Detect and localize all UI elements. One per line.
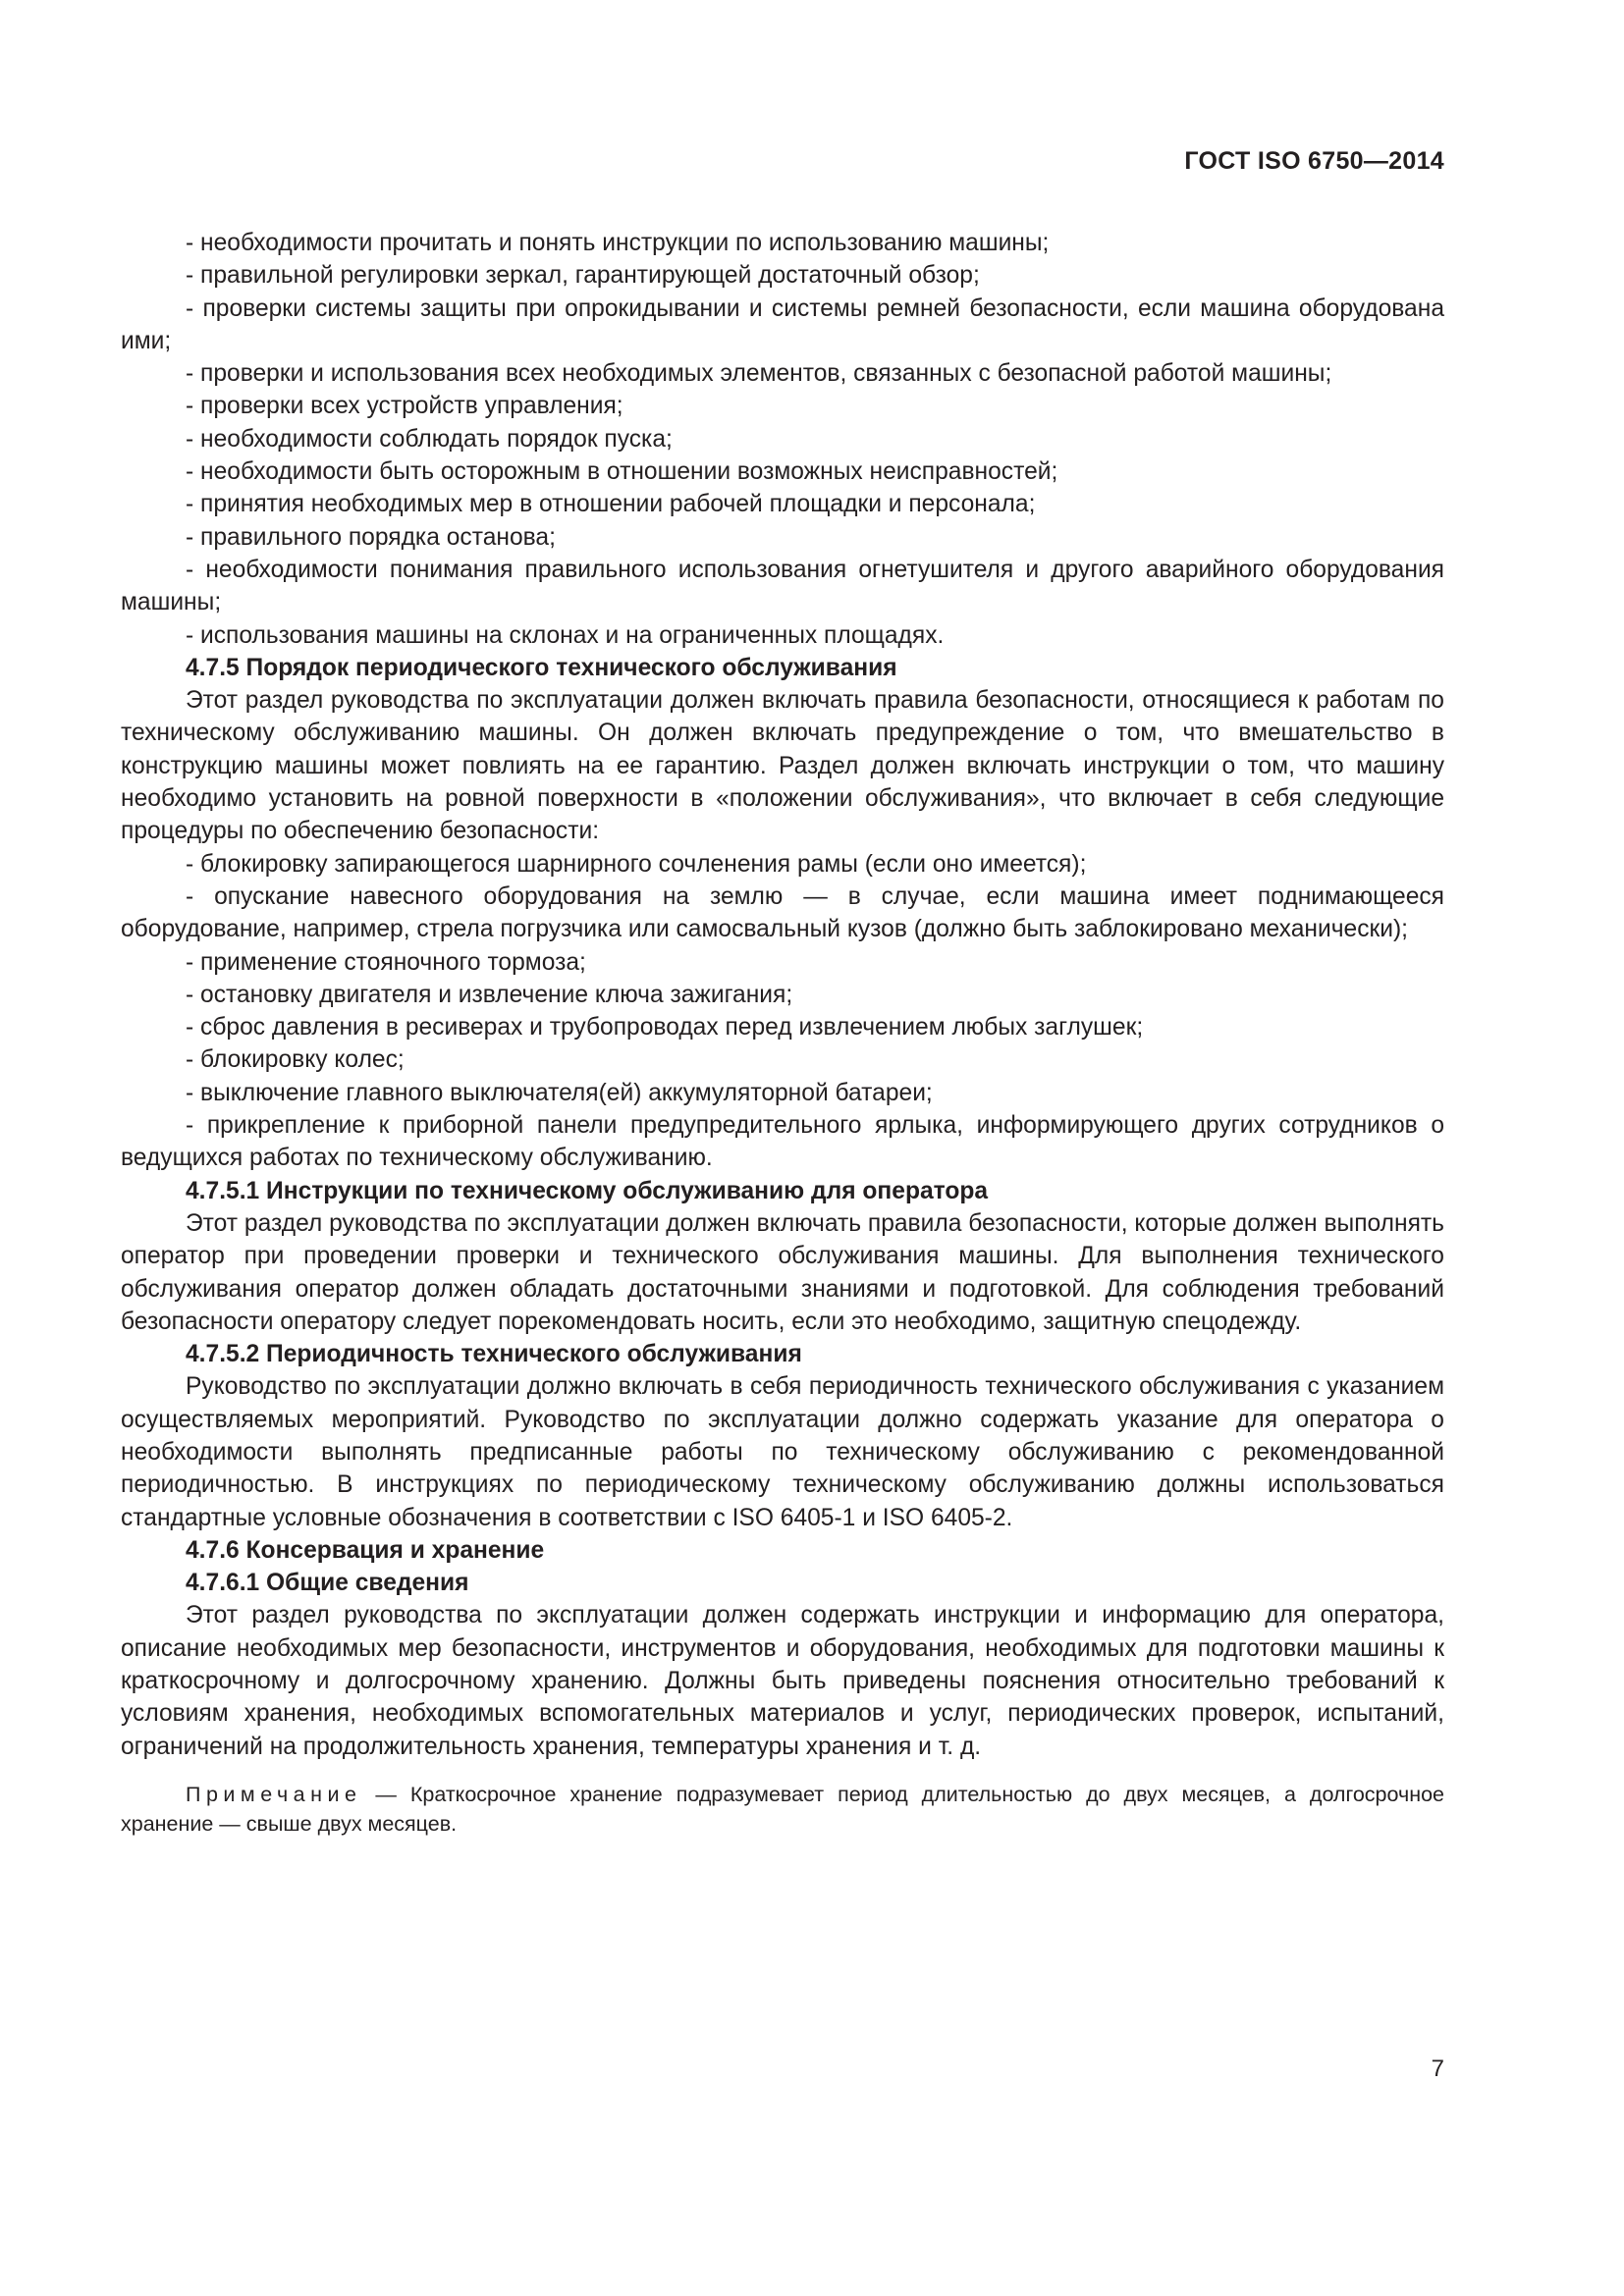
list-item: - необходимости соблюдать порядок пуска; — [186, 425, 673, 453]
list-item: - сброс давления в ресиверах и трубопроводах перед извлечением любых заглушек; — [186, 1014, 1144, 1041]
list-item: - блокировку запирающегося шарнирного сочленения рамы (если оно имеется); — [186, 850, 1087, 878]
section-heading-4-7-5: 4.7.5 Порядок периодического технического обслуживания — [186, 654, 897, 681]
page-body — [121, 227, 1444, 1839]
page-number: 7 — [1431, 2056, 1444, 2082]
document-header: ГОСТ ISO 6750—2014 — [1184, 147, 1444, 175]
list-item: - проверки и использования всех необходимых элементов, связанных с безопасной работой машины; — [186, 360, 1332, 388]
section-heading-4-7-6: 4.7.6 Консервация и хранение — [186, 1536, 545, 1564]
list-item: - использования машины на склонах и на ограниченных площадях. — [186, 621, 945, 649]
list-item: - прикрепление к приборной панели предупредительного ярлыка, информирующего других сотрудников о ведущихся работах по техническому обслуживанию. — [121, 1112, 1444, 1172]
list-item: - правильной регулировки зеркал, гарантирующей достаточный обзор; — [186, 262, 980, 290]
list-item: - принятия необходимых мер в отношении рабочей площадки и персонала; — [186, 491, 1036, 518]
list-item: - остановку двигателя и извлечение ключа зажигания; — [186, 981, 793, 1008]
section-heading-4-7-5-2: 4.7.5.2 Периодичность технического обслуживания — [186, 1341, 802, 1368]
note-label: Примечание — [186, 1782, 362, 1806]
list-item: - необходимости прочитать и понять инструкции по использованию машины; — [186, 230, 1050, 256]
section-heading-4-7-5-1: 4.7.5.1 Инструкции по техническому обслуживанию для оператора — [186, 1177, 989, 1204]
list-item: - проверки всех устройств управления; — [186, 393, 623, 420]
note-text: — Краткосрочное хранение подразумевает период длительностью до двух месяцев, а долгосрочное хранение — свыше двух месяцев. — [121, 1782, 1444, 1836]
list-item: - выключение главного выключателя(ей) аккумуляторной батареи; — [186, 1079, 933, 1106]
paragraph: Руководство по эксплуатации должно включать в себя периодичность технического обслуживания с указанием осуществляемых мероприятий. Руководство по эксплуатации должно содержать указание для оператора о необходимости выполнять предписанные работы по техническому обслуживанию с рекомендованной периодичностью. В инструкциях по периодическому техническому обслуживанию должны использоваться стандартные условные обозначения в соответствии с ISO 6405-1 и ISO 6405-2. — [121, 1373, 1444, 1531]
list-item: - применение стояночного тормоза; — [186, 948, 586, 976]
section-heading-4-7-6-1: 4.7.6.1 Общие сведения — [186, 1570, 469, 1597]
list-item: - необходимости понимания правильного использования огнетушителя и другого аварийного оборудования машины; — [121, 556, 1444, 616]
paragraph: Этот раздел руководства по эксплуатации должен включать правила безопасности, относящиеся к работам по техническому обслуживанию машины. Он должен включать предупреждение о том, что вмешательство в конструкцию машины может повлиять на ее гарантию. Раздел должен включать инструкции о том, что машину необходимо установить на ровной поверхности в «положении обслуживания», что включает в себя следующие процедуры по обеспечению безопасности: — [121, 687, 1444, 845]
list-item: - блокировку колес; — [186, 1046, 405, 1074]
list-item: - проверки системы защиты при опрокидывании и системы ремней безопасности, если машина оборудована ими; — [121, 294, 1444, 354]
list-item: - правильного порядка останова; — [186, 523, 556, 551]
note — [121, 1780, 1444, 1839]
paragraph: Этот раздел руководства по эксплуатации должен содержать инструкции и информацию для оператора, описание необходимых мер безопасности, инструментов и оборудования, необходимых для подготовки машины к краткосрочному и долгосрочному хранению. Должны быть приведены пояснения относительно требований к условиям хранения, необходимых вспомогательных материалов и услуг, периодических проверок, испытаний, ограничений на продолжительность хранения, температуры хранения и т. д. — [121, 1602, 1444, 1760]
list-item: - необходимости быть осторожным в отношении возможных неисправностей; — [186, 458, 1058, 486]
paragraph: Этот раздел руководства по эксплуатации должен включать правила безопасности, которые должен выполнять оператор при проведении проверки и технического обслуживания машины. Для выполнения технического обслуживания оператор должен обладать достаточными знаниями и подготовкой. Для соблюдения требований безопасности оператору следует порекомендовать носить, если это необходимо, защитную спецодежду. — [121, 1209, 1444, 1335]
list-item: - опускание навесного оборудования на землю — в случае, если машина имеет поднимающееся оборудование, например, стрела погрузчика или самосвальный кузов (должно быть заблокировано механически); — [121, 882, 1444, 943]
